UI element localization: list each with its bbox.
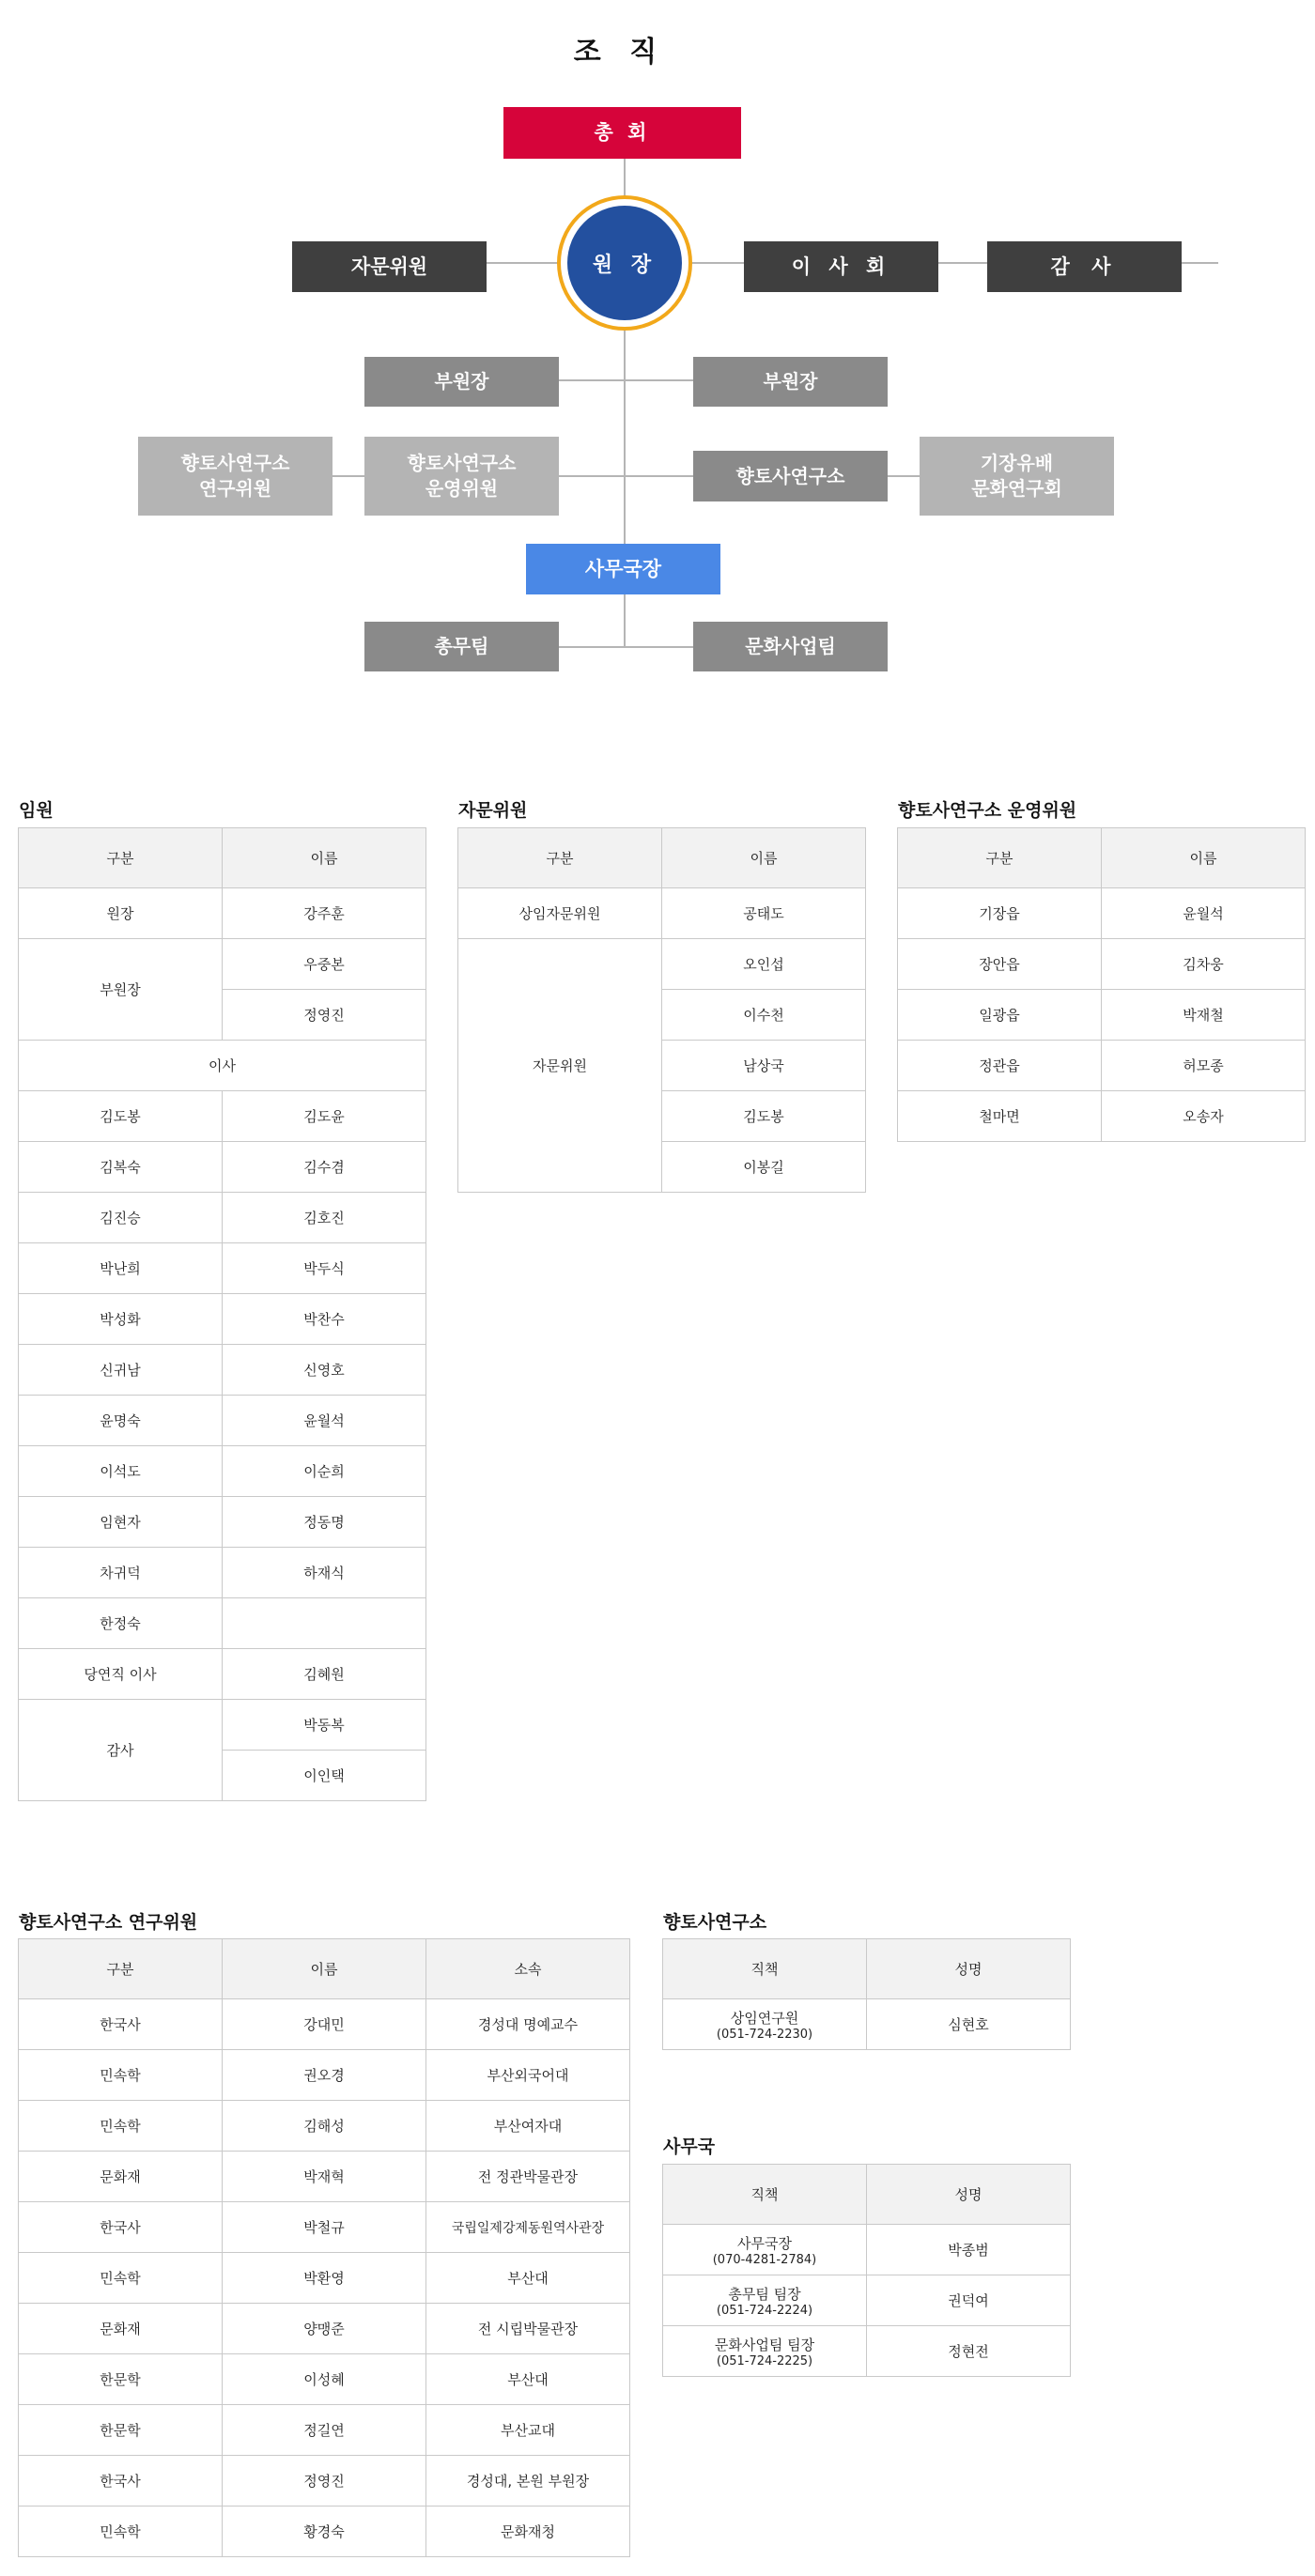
institute-staff-title: 향토사연구소 (663, 1912, 767, 1933)
affiliation-cell: 전 정관박물관장 (426, 2152, 630, 2202)
board-member: 차귀덕 (19, 1548, 223, 1598)
name-cell: 정현전 (867, 2326, 1071, 2377)
name-cell: 박종범 (867, 2225, 1071, 2275)
auditor-box: 감 사 (987, 241, 1182, 292)
name-cell: 정길연 (223, 2405, 426, 2456)
board-member: 김복숙 (19, 1142, 223, 1193)
row-name: 우중본 (223, 939, 426, 990)
name-cell: 황경숙 (223, 2507, 426, 2557)
role-title: 문화사업팀 팀장 (714, 2336, 815, 2353)
vice-president-right-box: 부원장 (693, 357, 888, 407)
secretary-general-box: 사무국장 (526, 544, 720, 594)
field-cell: 한문학 (19, 2354, 223, 2405)
general-assembly-box: 총 회 (503, 107, 741, 159)
column-header: 이름 (223, 1939, 426, 1999)
name-cell: 권오경 (223, 2050, 426, 2101)
row-name: 공태도 (662, 888, 866, 939)
column-header: 구분 (19, 828, 223, 888)
row-label: 부원장 (19, 939, 223, 1041)
general-affairs-box: 총무팀 (364, 622, 559, 671)
affiliation-cell: 부산대 (426, 2253, 630, 2304)
vice-president-left-box: 부원장 (364, 357, 559, 407)
role-cell (663, 2225, 867, 2275)
field-cell: 한국사 (19, 1999, 223, 2050)
affiliation-cell: 전 시립박물관장 (426, 2304, 630, 2354)
board-member: 김도윤 (223, 1091, 426, 1142)
role-phone: (051-724-2230) (716, 2027, 813, 2042)
row-name: 오인섭 (662, 939, 866, 990)
row-name: 박동복 (223, 1700, 426, 1751)
affiliation-cell: 경성대, 본원 부원장 (426, 2456, 630, 2507)
row-name: 김도봉 (662, 1091, 866, 1142)
connector-line (558, 379, 695, 381)
culture-team-box: 문화사업팀 (693, 622, 888, 671)
officers-table (18, 827, 426, 1801)
research-committee-box: 향토사연구소 연구위원 (138, 437, 333, 516)
field-cell: 민속학 (19, 2050, 223, 2101)
name-cell: 권덕여 (867, 2275, 1071, 2326)
page-title: 조 직 (573, 36, 667, 69)
column-header: 구분 (19, 1939, 223, 1999)
board-member: 신귀남 (19, 1345, 223, 1396)
field-cell: 한국사 (19, 2456, 223, 2507)
row-name: 정영진 (223, 990, 426, 1041)
board-member: 윤명숙 (19, 1396, 223, 1446)
board-member: 박찬수 (223, 1294, 426, 1345)
affiliation-cell: 경성대 명예교수 (426, 1999, 630, 2050)
row-label: 감사 (19, 1700, 223, 1801)
affiliation-cell: 국립일제강제동원역사관장 (426, 2202, 630, 2253)
row-name: 남상국 (662, 1041, 866, 1091)
row-name: 이수천 (662, 990, 866, 1041)
name-cell: 이성혜 (223, 2354, 426, 2405)
affiliation-cell: 부산교대 (426, 2405, 630, 2456)
board-member: 윤월석 (223, 1396, 426, 1446)
row-label: 기장읍 (898, 888, 1102, 939)
board-member (223, 1598, 426, 1649)
role-phone: (051-724-2225) (716, 2353, 813, 2368)
advisors-title: 자문위원 (458, 800, 528, 821)
row-name: 박재철 (1102, 990, 1306, 1041)
role-phone: (051-724-2224) (716, 2303, 813, 2318)
column-header: 직책 (663, 2165, 867, 2225)
affiliation-cell: 문화재청 (426, 2507, 630, 2557)
column-header: 이름 (662, 828, 866, 888)
gijang-heritage-box: 기장유배 문화연구회 (920, 437, 1114, 516)
column-header: 이름 (223, 828, 426, 888)
board-member: 박두식 (223, 1243, 426, 1294)
researchers-title: 향토사연구소 연구위원 (19, 1912, 198, 1933)
board-member: 이순희 (223, 1446, 426, 1497)
board-member: 박난희 (19, 1243, 223, 1294)
connector-line (558, 646, 695, 648)
field-cell: 한국사 (19, 2202, 223, 2253)
board-member: 김호진 (223, 1193, 426, 1243)
column-header: 성명 (867, 2165, 1071, 2225)
row-name: 오송자 (1102, 1091, 1306, 1142)
row-label: 당연직 이사 (19, 1649, 223, 1700)
row-name: 허모종 (1102, 1041, 1306, 1091)
board-member: 박성화 (19, 1294, 223, 1345)
field-cell: 문화재 (19, 2152, 223, 2202)
row-label: 자문위원 (458, 939, 662, 1193)
officers-title: 임원 (19, 800, 54, 821)
name-cell: 김해성 (223, 2101, 426, 2152)
name-cell: 정영진 (223, 2456, 426, 2507)
field-cell: 한문학 (19, 2405, 223, 2456)
column-header: 직책 (663, 1939, 867, 1999)
board-member: 한정숙 (19, 1598, 223, 1649)
row-name: 김혜원 (223, 1649, 426, 1700)
name-cell: 심현호 (867, 1999, 1071, 2050)
board-member: 정동명 (223, 1497, 426, 1548)
column-header: 성명 (867, 1939, 1071, 1999)
president-circle: 원 장 (567, 206, 682, 320)
row-label: 원장 (19, 888, 223, 939)
affiliation-cell: 부산대 (426, 2354, 630, 2405)
board-member: 김진승 (19, 1193, 223, 1243)
field-cell: 민속학 (19, 2253, 223, 2304)
field-cell: 민속학 (19, 2101, 223, 2152)
row-label: 정관읍 (898, 1041, 1102, 1091)
secretariat-table (662, 2164, 1071, 2377)
board-member: 임현자 (19, 1497, 223, 1548)
row-name: 이봉길 (662, 1142, 866, 1193)
institute-box: 향토사연구소 (693, 451, 888, 501)
name-cell: 박철규 (223, 2202, 426, 2253)
field-cell: 민속학 (19, 2507, 223, 2557)
row-label: 철마면 (898, 1091, 1102, 1142)
column-header: 구분 (458, 828, 662, 888)
row-name: 강주훈 (223, 888, 426, 939)
role-title: 총무팀 팀장 (728, 2285, 801, 2303)
board-member: 김도봉 (19, 1091, 223, 1142)
board-member: 신영호 (223, 1345, 426, 1396)
institute-staff-table (662, 1938, 1071, 2050)
column-header: 구분 (898, 828, 1102, 888)
role-title: 상임연구원 (730, 2009, 799, 2027)
role-cell (663, 2326, 867, 2377)
researchers-table (18, 1938, 630, 2557)
name-cell: 박재혁 (223, 2152, 426, 2202)
row-name: 이인택 (223, 1751, 426, 1801)
advisory-box: 자문위원 (292, 241, 487, 292)
affiliation-cell: 부산여자대 (426, 2101, 630, 2152)
operating-title: 향토사연구소 운영위원 (898, 800, 1077, 821)
column-header: 소속 (426, 1939, 630, 1999)
role-title: 사무국장 (737, 2234, 792, 2252)
row-label: 상임자문위원 (458, 888, 662, 939)
board-member: 김수겸 (223, 1142, 426, 1193)
name-cell: 양맹준 (223, 2304, 426, 2354)
row-name: 김차웅 (1102, 939, 1306, 990)
advisors-table (457, 827, 866, 1193)
row-label: 장안읍 (898, 939, 1102, 990)
board-box: 이 사 회 (744, 241, 938, 292)
operating-table (897, 827, 1306, 1142)
role-cell (663, 1999, 867, 2050)
role-phone: (070-4281-2784) (712, 2252, 817, 2267)
secretariat-title: 사무국 (663, 2136, 716, 2157)
field-cell: 문화재 (19, 2304, 223, 2354)
column-header: 이름 (1102, 828, 1306, 888)
name-cell: 강대민 (223, 1999, 426, 2050)
board-section-label: 이사 (19, 1041, 426, 1091)
affiliation-cell: 부산외국어대 (426, 2050, 630, 2101)
name-cell: 박환영 (223, 2253, 426, 2304)
board-member: 이석도 (19, 1446, 223, 1497)
role-cell (663, 2275, 867, 2326)
board-member: 하재식 (223, 1548, 426, 1598)
row-label: 일광읍 (898, 990, 1102, 1041)
row-name: 윤월석 (1102, 888, 1306, 939)
operating-committee-box: 향토사연구소 운영위원 (364, 437, 559, 516)
